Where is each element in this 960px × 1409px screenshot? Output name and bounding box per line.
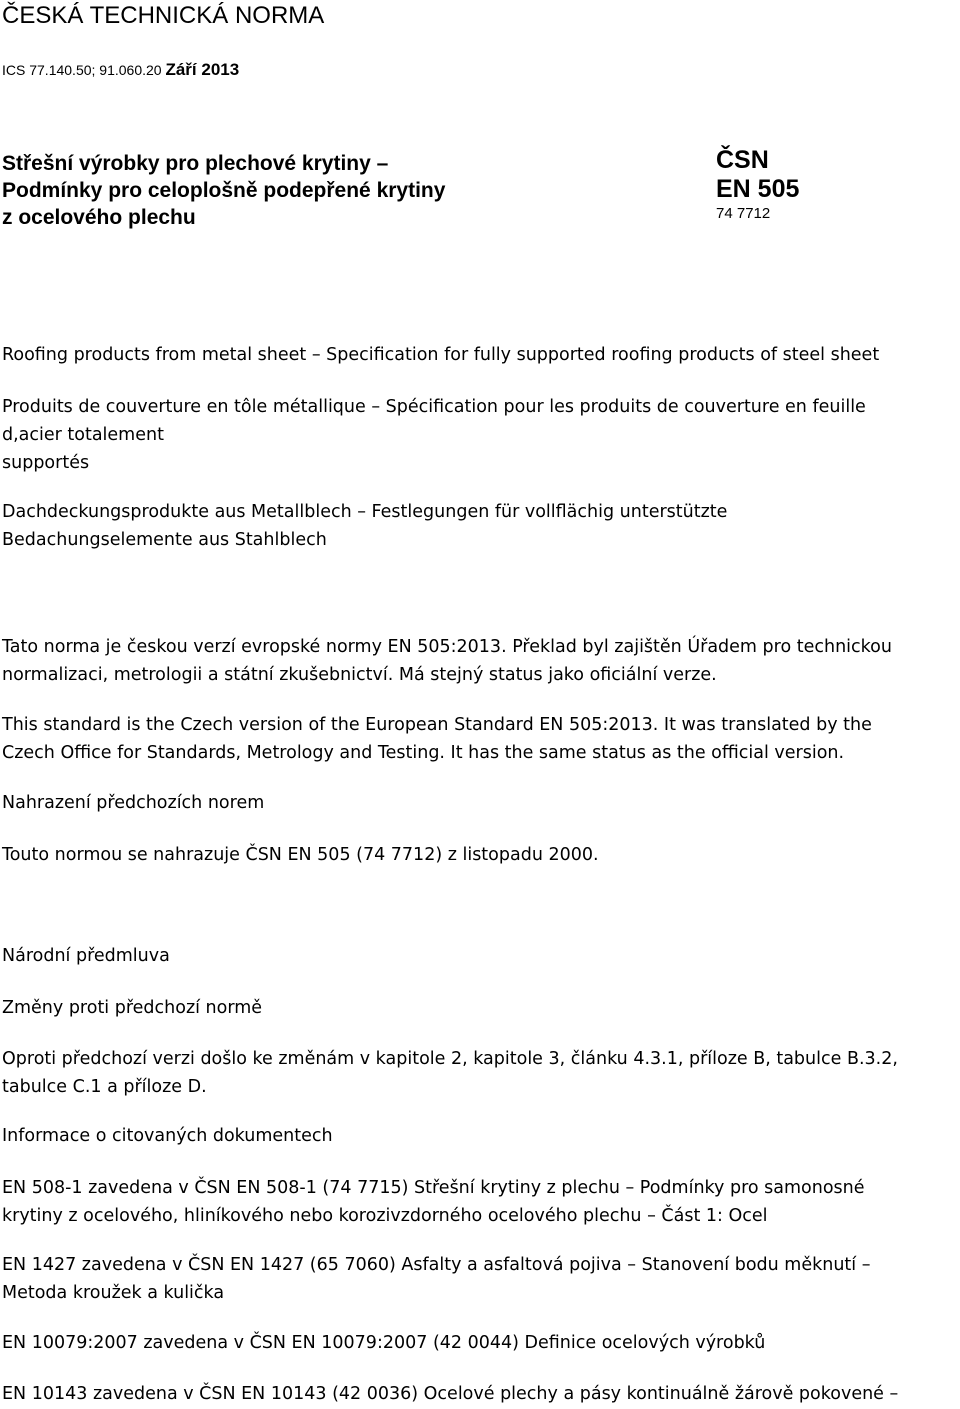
changes-heading-text: Změny proti předchozí normě bbox=[2, 998, 263, 1018]
classification-number: 74 7712 bbox=[716, 205, 771, 222]
replacement-text-line: Touto normou se nahrazuje ČSN EN 505 (74 7712) z listopadu 2000. bbox=[2, 845, 599, 865]
cited-document-line: EN 508-1 zavedena v ČSN EN 508-1 (74 7715) Střešní krytiny z plechu – Podmínky pro samonosné bbox=[2, 1178, 865, 1198]
statement-line: Czech Office for Standards, Metrology and Testing. It has the same status as the official version. bbox=[2, 743, 845, 763]
standard-number: EN 505 bbox=[716, 175, 800, 203]
ics-and-date-line bbox=[2, 60, 239, 80]
changes-line: tabulce C.1 a příloze D. bbox=[2, 1077, 207, 1097]
cited-document bbox=[2, 1251, 870, 1307]
cited-document-line: EN 10143 zavedena v ČSN EN 10143 (42 0036) Ocelové plechy a pásy kontinuálně žárově pokovené – bbox=[2, 1384, 899, 1404]
document-type-heading: ČESKÁ TECHNICKÁ NORMA bbox=[2, 2, 325, 29]
czech-title-line: z ocelového plechu bbox=[2, 206, 196, 229]
cited-document bbox=[2, 1380, 898, 1408]
ics-code: ICS 77.140.50; 91.060.20 bbox=[2, 62, 162, 78]
cited-documents-heading-text: Informace o citovaných dokumentech bbox=[2, 1126, 333, 1146]
national-foreword-heading bbox=[2, 942, 170, 970]
changes-heading bbox=[2, 994, 262, 1022]
csn-label: ČSN bbox=[716, 146, 769, 174]
french-title bbox=[2, 393, 866, 477]
statement-line: This standard is the Czech version of the European Standard EN 505:2013. It was translated by the bbox=[2, 715, 872, 735]
cited-document bbox=[2, 1174, 865, 1230]
replacement-text bbox=[2, 841, 599, 869]
cited-document-line: krytiny z ocelového, hliníkového nebo korozivzdorného ocelového plechu – Část 1: Ocel bbox=[2, 1206, 768, 1226]
national-foreword-heading-text: Národní předmluva bbox=[2, 946, 170, 966]
czech-version-statement bbox=[2, 633, 892, 689]
czech-title bbox=[2, 150, 445, 231]
czech-title-line: Střešní výrobky pro plechové krytiny – bbox=[2, 152, 389, 175]
cited-document bbox=[2, 1329, 765, 1357]
english-title-text: Roofing products from metal sheet – Specification for fully supported roofing products of steel sheet bbox=[2, 345, 880, 365]
cited-document-line: Metoda kroužek a kulička bbox=[2, 1283, 225, 1303]
english-title bbox=[2, 341, 879, 369]
publication-date: Září 2013 bbox=[165, 60, 240, 79]
changes-text bbox=[2, 1045, 898, 1101]
french-title-line: Produits de couverture en tôle métallique – Spécification pour les produits de couverture en feuille bbox=[2, 397, 866, 417]
cited-documents-heading bbox=[2, 1122, 333, 1150]
french-title-line: supportés bbox=[2, 453, 90, 473]
replacement-heading bbox=[2, 789, 264, 817]
standard-designation bbox=[716, 146, 799, 224]
czech-title-line: Podmínky pro celoplošně podepřené krytiny bbox=[2, 179, 446, 202]
cited-document-line: EN 1427 zavedena v ČSN EN 1427 (65 7060) Asfalty a asfaltová pojiva – Stanovení bodu měknutí – bbox=[2, 1255, 871, 1275]
german-title-line: Dachdeckungsprodukte aus Metallblech – Festlegungen für vollflächig unterstützte bbox=[2, 502, 728, 522]
statement-line: Tato norma je českou verzí evropské normy EN 505:2013. Překlad byl zajištěn Úřadem pro technickou bbox=[2, 637, 892, 657]
german-title-line: Bedachungselemente aus Stahlblech bbox=[2, 530, 327, 550]
german-title bbox=[2, 498, 727, 554]
changes-line: Oproti předchozí verzi došlo ke změnám v kapitole 2, kapitole 3, článku 4.3.1, příloze B, tabulce B.3.2, bbox=[2, 1049, 898, 1069]
english-version-statement bbox=[2, 711, 872, 767]
replacement-heading-text: Nahrazení předchozích norem bbox=[2, 793, 265, 813]
french-title-line: d,acier totalement bbox=[2, 425, 164, 445]
statement-line: normalizaci, metrologii a státní zkušebnictví. Má stejný status jako oficiální verze. bbox=[2, 665, 717, 685]
cited-document-line: EN 10079:2007 zavedena v ČSN EN 10079:2007 (42 0044) Definice ocelových výrobků bbox=[2, 1333, 766, 1353]
